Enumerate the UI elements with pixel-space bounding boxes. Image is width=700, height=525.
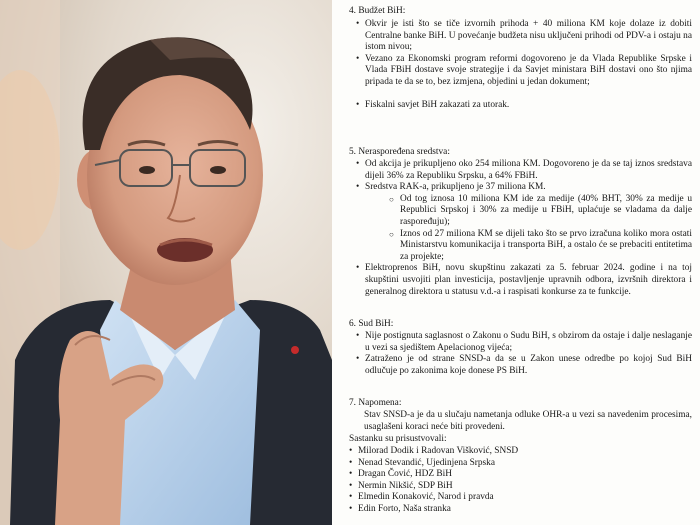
list-item: • Okvir je isti što se tiče izvornih prihoda + 40 miliona KM koje dolaze iz dobiti Centralne banke BiH. U povećanje budžeta nisu uključeni prihodi od PDV-a i ostaju na istom nivou;: [356, 19, 692, 53]
attendee: • Nenad Stevandić, Ujedinjena Srpska: [349, 457, 496, 468]
list-item: • Vezano za Ekonomski program reformi dogovoreno je da Vlada Republike Srpske i Vlada FBiH dostave svoje strategije i da Savjet ministara BiH dostavi ono što njima pripada te da se to, bez izmjena, objedini u jedan dokument;: [356, 53, 692, 87]
attendee: • Elmedin Konaković, Narod i pravda: [349, 492, 494, 503]
attendee: • Nermin Nikšić, SDP BiH: [349, 480, 453, 491]
sub-list-item: ○ Iznos od 27 miliona KM se dijeli tako što se prvo izračuna koliko mora ostati Ministarstvu komunikacija i transporta BiH, a ostalo će se prebaciti entitetima za projekte;: [389, 228, 692, 262]
list-item: • Elektroprenos BiH, novu skupštinu zakazati za 5. februar 2024. godine i na toj skupštini usvojiti plan investicija, postavljenje upravnih odbora, izvršnih direktora i generalnog direktora u statusu v.d.-a i raspisati konkurse za te funkcije.: [356, 263, 692, 297]
meeting-conclusions-document: [332, 0, 700, 525]
list-item: • Od akcija je prikupljeno oko 254 miliona KM. Dogovoreno je da se taj iznos sredstava dijeli 36% za Republiku Srpsku, a 64% FBiH.: [356, 159, 692, 181]
politician-photo: [0, 0, 332, 525]
list-item: • Zatraženo je od strane SNSD-a da se u Zakon unese odredbe po kojoj Sud BiH odlučuje po zakonima koje donese PS BiH.: [356, 354, 692, 376]
attendee: • Edin Forto, Naša stranka: [349, 503, 451, 514]
section-title: 7. Napomena:: [349, 398, 402, 408]
section-title: 4. Budžet BiH:: [349, 6, 406, 16]
list-item: • Nije postignuta saglasnost o Zakonu o Sudu BiH, s obzirom da ostaje i dalje neslaganje u vezi sa sjedištem Apelacionog vijeća;: [356, 331, 692, 353]
attendance-title: Sastanku su prisustvovali:: [349, 434, 447, 444]
list-item: • Fiskalni savjet BiH zakazati za utorak.: [356, 99, 510, 110]
note-text: Stav SNSD-a je da u slučaju nametanja odluke OHR-a u vezi sa navedenim procesima, usaglašeni koraci neće biti provedeni.: [364, 410, 692, 432]
attendee: • Milorad Dodik i Radovan Višković, SNSD: [349, 446, 519, 456]
list-item: • Sredstva RAK-a, prikupljeno je 37 miliona KM.: [356, 182, 546, 193]
section-title: 6. Sud BiH:: [349, 319, 394, 329]
sub-list-item: ○ Od tog iznosa 10 miliona KM ide za medije (40% BHT, 30% za medije u Republici Srpskoj i 30% za medije u FBiH, uplaćuje se vladama da dalje raspoređuju);: [389, 193, 692, 227]
section-title: 5. Neraspoređena sredstva:: [349, 147, 450, 157]
attendee: • Dragan Čović, HDZ BiH: [349, 469, 452, 480]
